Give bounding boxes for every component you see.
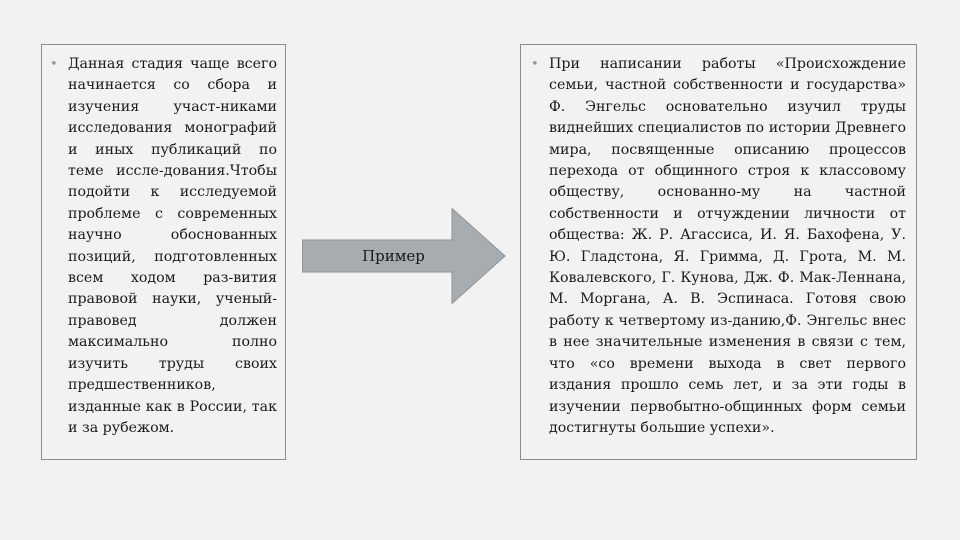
right-bullet-item [531, 54, 906, 439]
left-bullet-item [50, 54, 277, 439]
bullet-icon: • [531, 57, 539, 72]
right-paragraph: При написании работы «Происхождение семьи, частной собственности и государства» Ф. Энгельс основательно изучил труды виднейших специалистов по истории Древнего мира, посвященные описанию процессов перехода от общинного строя к классовому обществу, основанно-му на частной собственности и отчуждении личности от общества: Ж. Р. Агассиса, И. Я. Бахофена, У. Ю. Гладстона, Я. Гримма, Д. Грота, М. М. Ковалевского, Г. Кунова, Дж. Ф. Мак-Леннана, М. Моргана, А. В. Эспинаса. Готовя свою работу к четвертому из-данию,Ф. Энгельс внес в нее значительные изменения в связи с тем, что «со времени выхода в свет первого издания прошло семь лет, и за эти годы в изучении первобытно-общинных форм семьи достигнуты большие успехи». [549, 56, 906, 436]
bullet-icon: • [50, 57, 58, 72]
left-text-box [41, 44, 286, 460]
arrow-label: Пример [362, 247, 425, 265]
left-paragraph: Данная стадия чаще всего начинается со сбора и изучения участ-никами исследования монографий и иных публикаций по теме иссле-дования.Чтобы подойти к исследуемой проблеме с современных научно обоснованных позиций, подготовленных всем ходом раз-вития правовой науки, ученый-правовед должен максимально полно изучить труды своих предшественников, изданные как в России, так и за рубежом. [68, 56, 277, 436]
right-text-box [520, 44, 917, 460]
